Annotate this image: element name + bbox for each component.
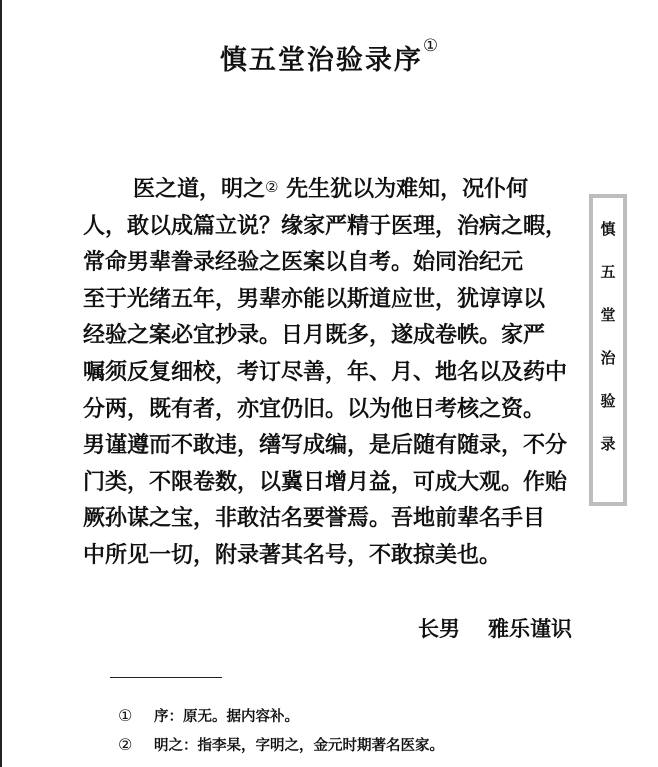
body-line-3: 常命男辈誊录经验之医案以自考。始同治纪元 [83, 250, 524, 276]
body-line-5: 经验之案必宜抄录。日月既多，遂成卷帙。家严 [83, 323, 546, 349]
body-line-1-part-a: 医之道，明之 [133, 177, 266, 202]
body-line-10: 厥孙谋之宝，非敢沽名要誉焉。吾地前辈名手目 [83, 506, 546, 532]
footnotes [118, 701, 444, 759]
title-footnote-marker: ① [422, 36, 439, 56]
signature-name: 雅乐谨识 [488, 617, 572, 641]
footnote-2-text: 明之：指李杲，字明之，金元时期著名医家。 [154, 738, 444, 754]
side-tab-char-2: 五 [600, 263, 616, 281]
footnote-divider [110, 677, 222, 678]
body-line-1 [83, 172, 578, 209]
body-line-11: 中所见一切，附录著其名号，不敢掠美也。 [83, 542, 502, 568]
signature-role: 长男 [418, 617, 460, 641]
body-footnote-marker: ② [265, 178, 279, 196]
signature [418, 613, 572, 643]
page-left-border [0, 0, 2, 767]
body-line-9: 门类，不限卷数，以冀日增月益，可成大观。作贻 [83, 469, 568, 495]
body-line-7: 分两，既有者，亦宜仍旧。以为他日考核之资。 [83, 396, 546, 422]
chapter-side-tab [589, 194, 627, 506]
side-tab-char-5: 验 [600, 392, 616, 410]
side-tab-char-6: 录 [600, 435, 616, 453]
footnote-2 [118, 730, 444, 759]
body-line-4: 至于光绪五年，男辈亦能以斯道应世，犹谆谆以 [83, 286, 546, 312]
side-tab-char-4: 治 [600, 349, 616, 367]
body-line-8: 男谨遵而不敢违，缮写成编，是后随有随录，不分 [83, 433, 568, 459]
side-tab-char-1: 慎 [600, 220, 616, 238]
footnote-1 [118, 701, 444, 730]
preface-body [83, 172, 578, 575]
side-tab-char-3: 堂 [600, 306, 616, 324]
footnote-1-number: ① [118, 706, 133, 725]
title-text: 慎五堂治验录序 [219, 45, 423, 76]
footnote-2-number: ② [118, 735, 133, 754]
page-title [0, 38, 658, 77]
body-line-1-part-b: 先生犹以为难知，况仆何 [278, 177, 529, 202]
body-line-2: 人，敢以成篇立说？缘家严精于医理，治病之暇， [83, 213, 568, 239]
body-line-6: 嘱须反复细校，考订尽善，年、月、地名以及药中 [83, 359, 568, 385]
footnote-1-text: 序：原无。据内容补。 [154, 709, 299, 725]
